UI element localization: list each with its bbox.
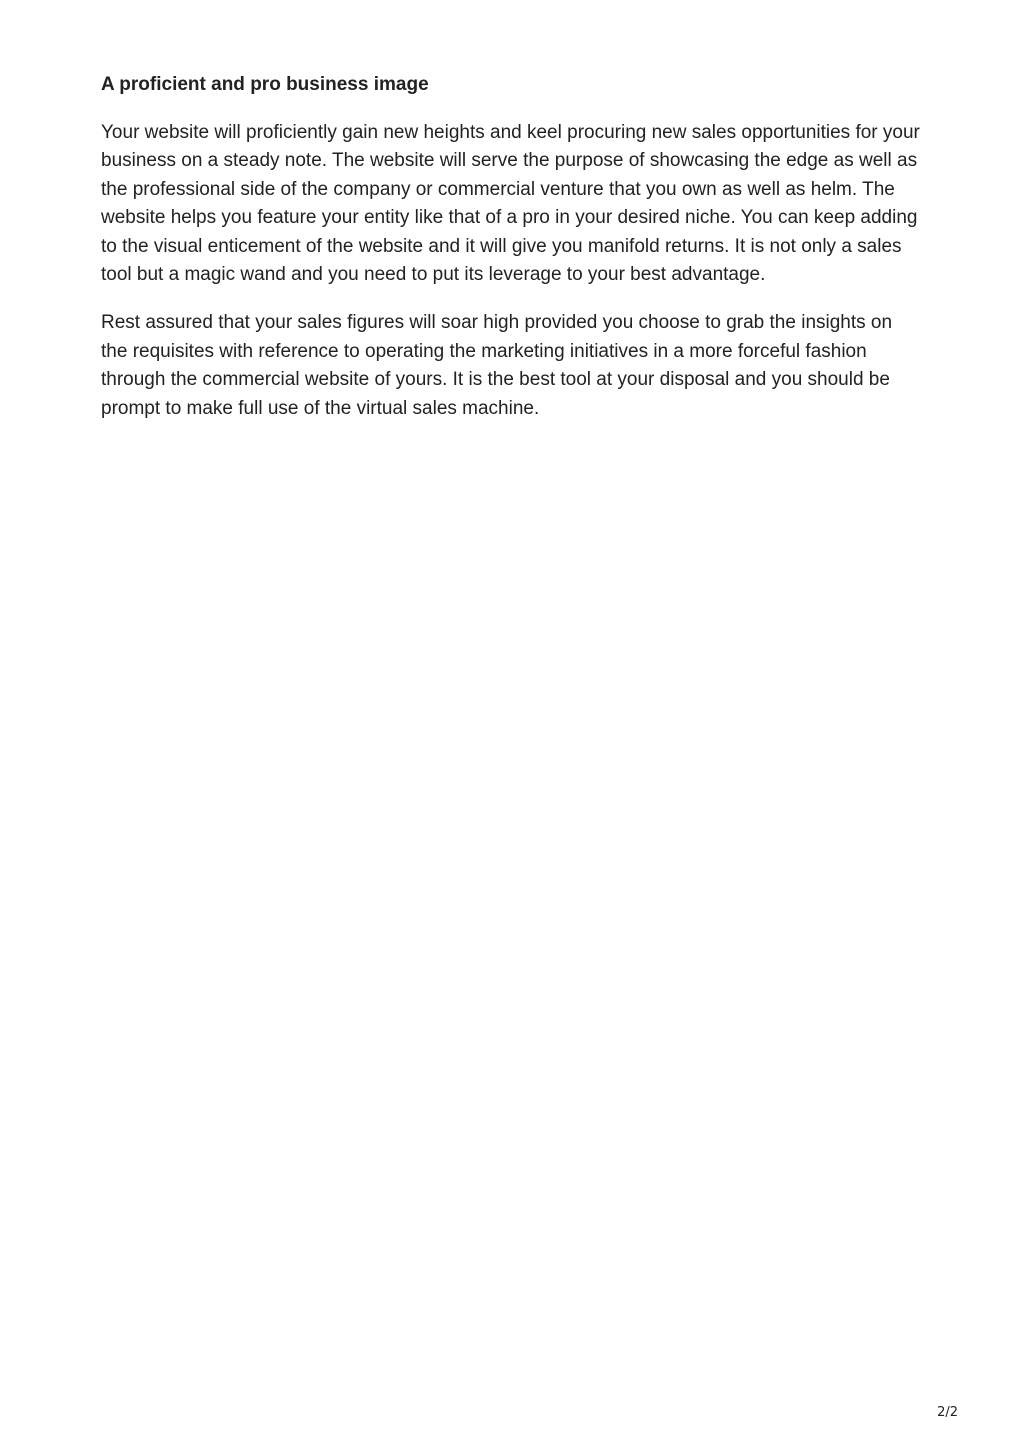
- page-number: 2/2: [937, 1405, 958, 1420]
- section-heading: A proficient and pro business image: [101, 74, 429, 95]
- paragraph: Rest assured that your sales figures will soar high provided you choose to grab the insights on the requisites with reference to operating the marketing initiatives in a more forceful fashion through the commercial website of yours. It is the best tool at your disposal and you should be prompt to make full use of the virtual sales machine.: [101, 312, 893, 419]
- document-body: [101, 71, 923, 443]
- paragraph: Your website will proficiently gain new heights and keel procuring new sales opportunities for your business on a steady note. The website will serve the purpose of showcasing the edge as well as the professional side of the company or commercial venture that you own as well as helm. The website helps you feature your entity like that of a pro in your desired niche. You can keep adding to the visual enticement of the website and it will give you manifold returns. It is not only a sales tool but a magic wand and you need to put its leverage to your best advantage.: [101, 122, 920, 286]
